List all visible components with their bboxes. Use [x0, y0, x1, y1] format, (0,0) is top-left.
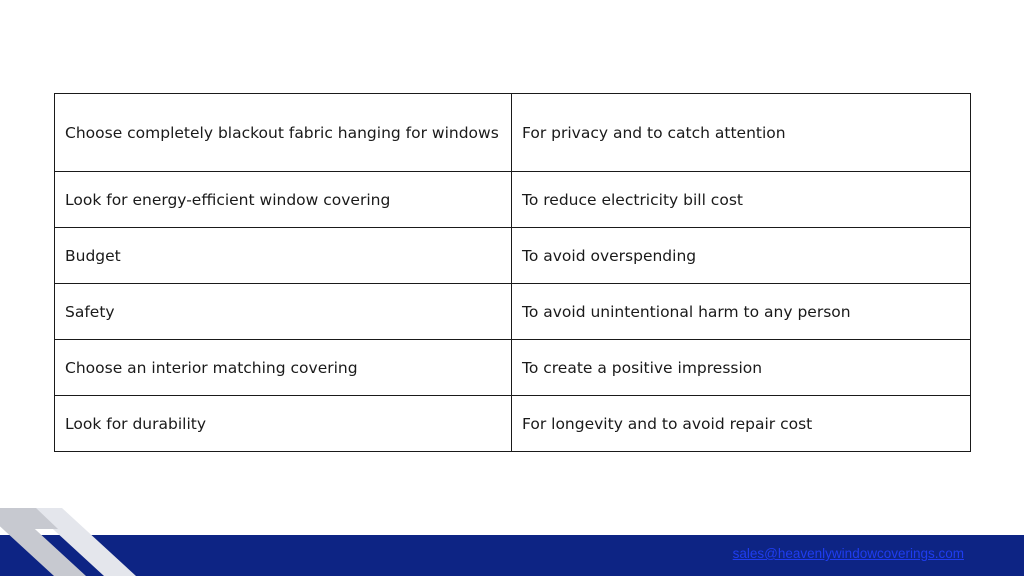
reason-cell: To avoid unintentional harm to any person	[512, 284, 971, 340]
tip-cell: Choose an interior matching covering	[55, 340, 512, 396]
table-row	[55, 340, 971, 396]
tip-cell: Look for durability	[55, 396, 512, 452]
chevron-stripes-graphic	[0, 505, 140, 576]
table-row	[55, 396, 971, 452]
tips-table	[54, 93, 971, 452]
contact-email-link[interactable]: sales@heavenlywindowcoverings.com	[732, 546, 964, 561]
reason-cell: For longevity and to avoid repair cost	[512, 396, 971, 452]
chevron-stripes-decoration	[0, 505, 140, 576]
reason-cell: To create a positive impression	[512, 340, 971, 396]
tip-cell: Look for energy-efficient window covering	[55, 172, 512, 228]
table-row	[55, 284, 971, 340]
table-row	[55, 172, 971, 228]
reason-cell: To avoid overspending	[512, 228, 971, 284]
tip-cell: Choose completely blackout fabric hanging for windows	[55, 94, 512, 172]
reason-cell: For privacy and to catch attention	[512, 94, 971, 172]
reason-cell: To reduce electricity bill cost	[512, 172, 971, 228]
table-row	[55, 228, 971, 284]
table-row	[55, 94, 971, 172]
tip-cell: Budget	[55, 228, 512, 284]
tip-cell: Safety	[55, 284, 512, 340]
